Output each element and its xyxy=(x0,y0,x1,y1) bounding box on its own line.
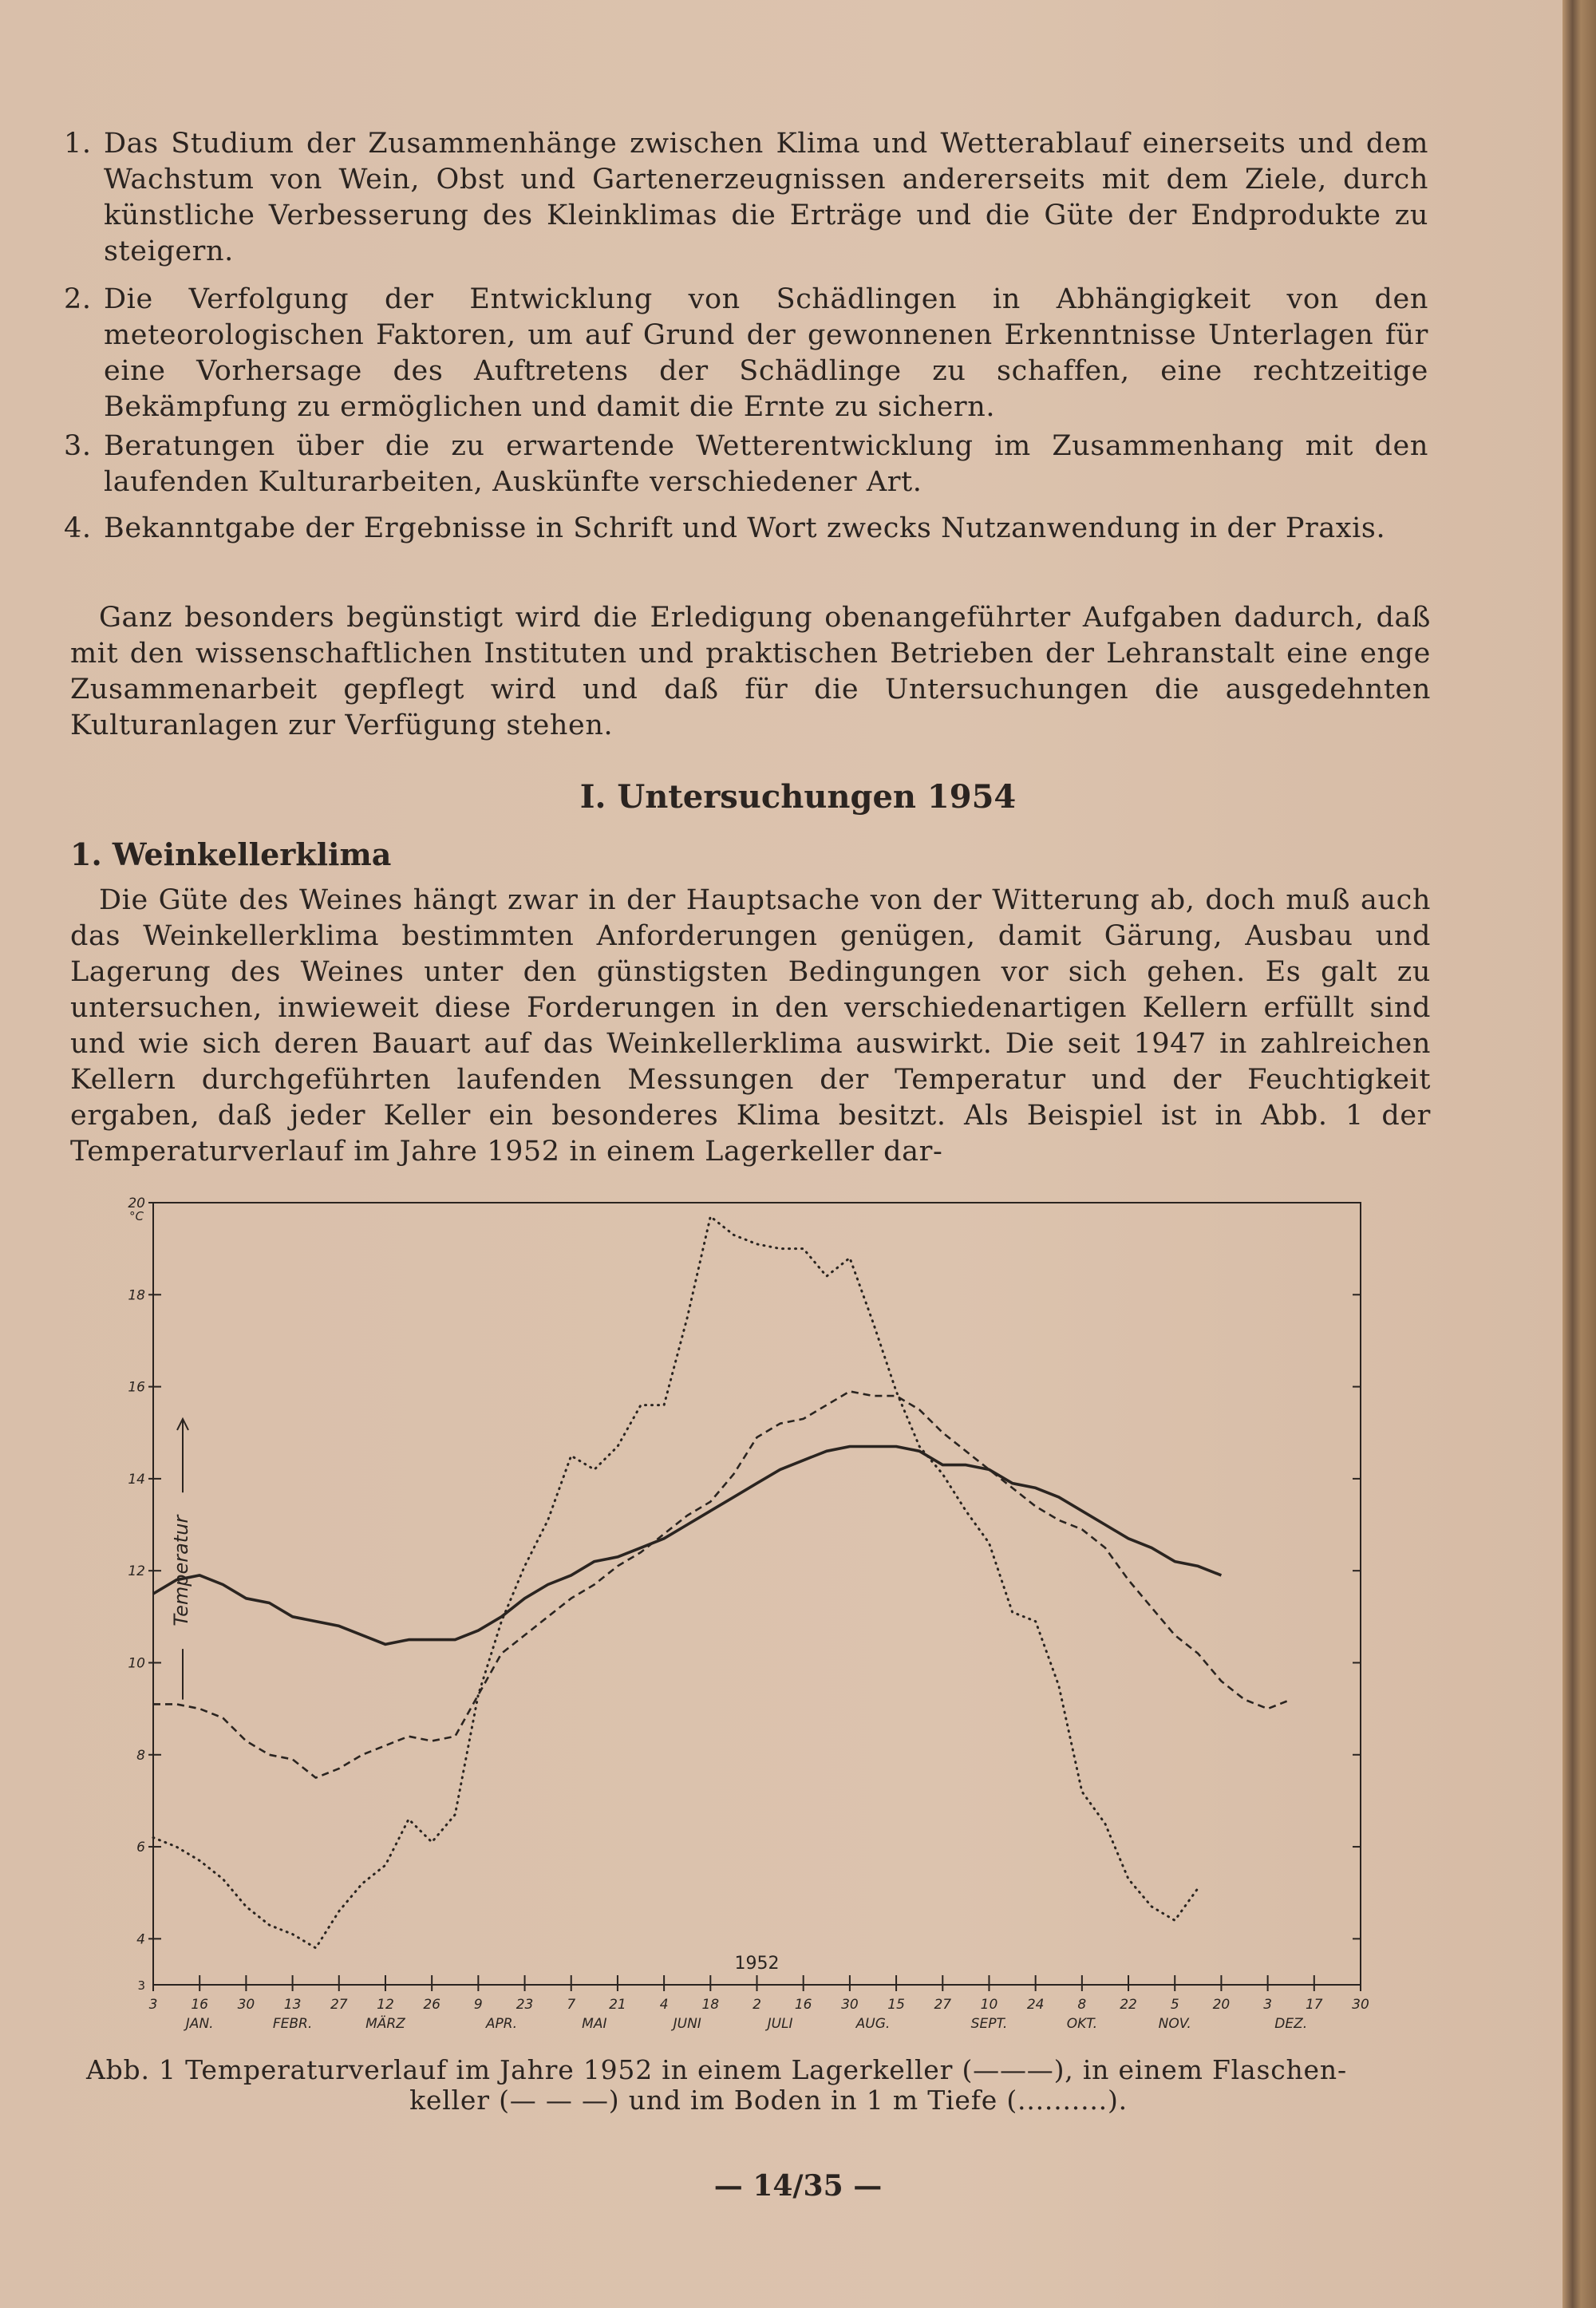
y-axis-unit: °C xyxy=(129,1209,144,1223)
x-axis-ticks xyxy=(149,1975,1369,2032)
x-tick-label: 3 xyxy=(1263,1997,1273,2013)
x-tick-label: 4 xyxy=(659,1997,669,2013)
y-axis-label: Temperatur xyxy=(170,1515,192,1626)
year-label: 1952 xyxy=(734,1954,780,1974)
figure-caption xyxy=(86,2055,1451,2116)
x-tick-label: 15 xyxy=(887,1997,905,2013)
list-text: Die Verfolgung der Entwicklung von Schädlingen in Abhängigkeit von den meteorologischen Faktoren, um auf Grund der gewonnenen Erkenntnisse Unterlagen für eine Vorhersage des Auftretens der Schädlinge zu schaffen, eine rechtzeitige Bekämpfung zu ermöglichen und damit die Ernte zu sichern. xyxy=(104,283,1428,423)
x-tick-label: 16 xyxy=(794,1997,812,2013)
x-tick-label: 20 xyxy=(1212,1997,1231,2013)
x-tick-label: 9 xyxy=(473,1997,483,2013)
x-tick-label: 18 xyxy=(701,1997,720,2013)
list-text: Bekanntgabe der Ergebnisse in Schrift und Wort zwecks Nutzanwendung in der Praxis. xyxy=(104,512,1386,544)
plot-border xyxy=(153,1203,1361,1985)
x-tick-label: 3 xyxy=(148,1997,158,2013)
month-label: FEBR. xyxy=(272,2016,313,2032)
x-tick-label: 16 xyxy=(191,1997,209,2013)
x-tick-label: 27 xyxy=(330,1997,348,2013)
list-number: 4. xyxy=(64,512,92,544)
list-text: Das Studium der Zusammenhänge zwischen Klima und Wetterablauf einerseits und dem Wachstum von Wein, Obst und Gartenerzeugnissen andererseits mit dem Ziele, durch künstliche Verbesserung des Kleinklimas die Erträge und die Güte der Endprodukte zu steigern. xyxy=(104,128,1428,267)
y-tick-label: 10 xyxy=(128,1655,145,1672)
y-tick-label: 8 xyxy=(136,1747,145,1764)
list-text: Beratungen über die zu erwartende Wetterentwicklung im Zusammenhang mit den laufenden Kulturarbeiten, Auskünfte verschiedener Art. xyxy=(104,430,1428,498)
list-item-1 xyxy=(64,126,1428,270)
y-tick-label: 12 xyxy=(128,1563,145,1580)
page-number: — 14/35 — xyxy=(713,2169,883,2203)
y-tick-label: 16 xyxy=(128,1379,145,1396)
month-label: AUG. xyxy=(855,2016,891,2032)
caption-line-1: Abb. 1 Temperaturverlauf im Jahre 1952 in einem Lagerkeller (———), in einem Flaschen- xyxy=(86,2054,1347,2085)
y-axis-ticks xyxy=(128,1195,1361,1993)
x-tick-label: 23 xyxy=(516,1997,534,2013)
month-label: JAN. xyxy=(185,2016,214,2032)
month-label: MÄRZ xyxy=(365,2016,405,2032)
x-tick-label: 2 xyxy=(753,1997,761,2013)
y-tick-label: 4 xyxy=(136,1931,145,1948)
x-tick-label: 10 xyxy=(980,1997,998,2013)
series-line-solid xyxy=(153,1447,1221,1645)
month-label: SEPT. xyxy=(970,2016,1008,2032)
y-tick-label: 20 xyxy=(128,1195,145,1211)
month-label: JUNI xyxy=(673,2016,701,2032)
list-item-4 xyxy=(64,511,1428,547)
series-line-dashed xyxy=(153,1391,1291,1777)
y-tick-label: 6 xyxy=(136,1840,145,1856)
month-label: JULI xyxy=(767,2016,793,2032)
list-number: 2. xyxy=(64,283,92,315)
x-tick-label: 21 xyxy=(609,1997,626,2013)
x-tick-label: 17 xyxy=(1305,1997,1323,2013)
series-line-dotted xyxy=(153,1216,1198,1948)
list-number: 3. xyxy=(64,430,92,462)
x-tick-label: 22 xyxy=(1120,1997,1137,2013)
x-tick-label: 27 xyxy=(934,1997,952,2013)
list-item-2 xyxy=(64,282,1428,425)
chart-series xyxy=(153,1216,1291,1948)
x-tick-label: 26 xyxy=(423,1997,440,2013)
paragraph-intro: Ganz besonders begünstigt wird die Erledigung obenangeführter Aufgaben dadurch, daß mit den wissenschaftlichen Instituten und praktischen Betrieben der Lehranstalt eine enge Zusammenarbeit gepflegt wird und daß für die Untersuchungen die ausgedehnten Kulturanlagen zur Verfügung stehen. xyxy=(70,602,1431,741)
temperature-chart xyxy=(128,1193,1373,2047)
y-tick-label: 18 xyxy=(128,1287,145,1304)
section-heading: I. Untersuchungen 1954 xyxy=(579,778,1017,816)
list-item-3 xyxy=(64,429,1428,500)
paragraph-weinkellerklima: Die Güte des Weines hängt zwar in der Hauptsache von der Witterung ab, doch muß auch das Weinkellerklima bestimmten Anforderungen genügen, damit Gärung, Ausbau und Lagerung des Weines unter den günstigsten Bedingungen vor sich gehen. Es galt zu untersuchen, inwieweit diese Forderungen in den verschiedenartigen Kellern erfüllt sind und wie sich deren Bauart auf das Weinkellerklima auswirkt. Die seit 1947 in zahlreichen Kellern durchgeführten laufenden Messungen der Temperatur und der Feuchtigkeit ergaben, daß jeder Keller ein besonderes Klima besitzt. Als Beispiel ist in Abb. 1 der Temperaturverlauf im Jahre 1952 in einem Lagerkeller dar- xyxy=(70,884,1431,1168)
month-label: DEZ. xyxy=(1274,2016,1308,2032)
x-tick-label: 30 xyxy=(841,1997,859,2013)
x-tick-label: 30 xyxy=(237,1997,255,2013)
x-tick-label: 5 xyxy=(1170,1997,1179,2013)
x-tick-label: 30 xyxy=(1352,1997,1369,2013)
x-tick-label: 24 xyxy=(1026,1997,1045,2013)
chart-frame xyxy=(153,1203,1361,1985)
month-label: OKT. xyxy=(1066,2016,1098,2032)
month-label: APR. xyxy=(485,2016,517,2032)
subsection-heading: 1. Weinkellerklima xyxy=(70,836,392,872)
month-label: MAI xyxy=(582,2016,607,2032)
caption-line-2: keller (— — —) und im Boden in 1 m Tiefe (..........). xyxy=(409,2085,1128,2116)
x-tick-label: 12 xyxy=(377,1997,394,2013)
list-number: 1. xyxy=(64,128,92,160)
x-tick-label: 13 xyxy=(283,1997,302,2013)
y-tick-label: 14 xyxy=(128,1471,145,1488)
month-label: NOV. xyxy=(1158,2016,1191,2032)
x-tick-label: 7 xyxy=(567,1997,576,2013)
x-tick-label: 8 xyxy=(1077,1997,1087,2013)
binding-edge xyxy=(1562,0,1596,2308)
y-tick-label: 3 xyxy=(137,1978,145,1993)
